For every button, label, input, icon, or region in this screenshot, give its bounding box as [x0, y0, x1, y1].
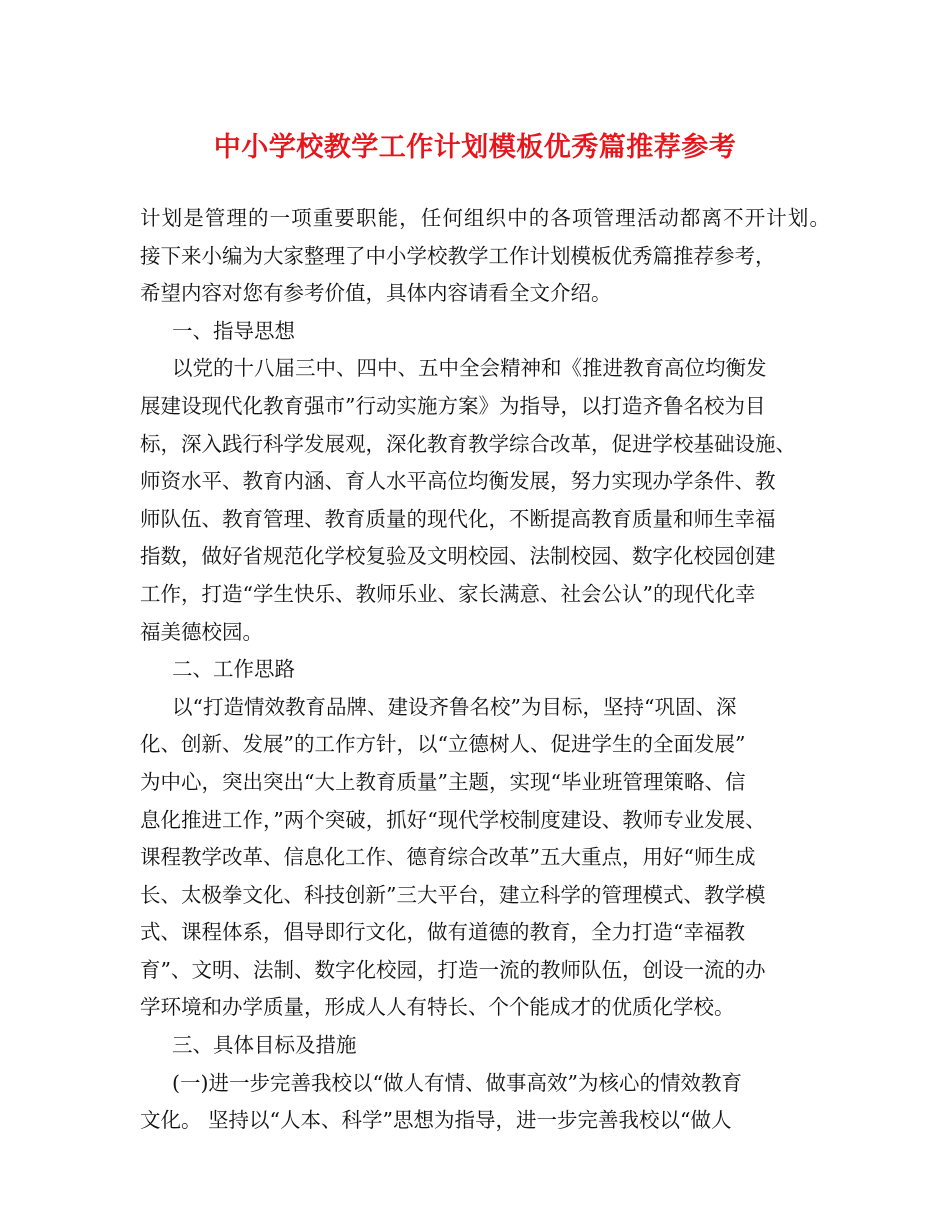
paragraph-line: 以“打造情效教育品牌、建设齐鲁名校”为目标，坚持“巩固、深 — [172, 694, 737, 719]
paragraph-line: 标，深入践行科学发展观，深化教育教学综合改革，促进学校基础设施、 — [140, 431, 796, 456]
paragraph-line: (一)进一步完善我校以“做人有情、做事高效”为核心的情效教育 — [172, 1070, 742, 1095]
paragraph-line: 接下来小编为大家整理了中小学校教学工作计划模板优秀篇推荐参考， — [140, 243, 776, 268]
paragraph-line: 为中心，突出突出“大上教育质量”主题，实现“毕业班管理策略、信 — [140, 769, 746, 794]
paragraph-line: 式、课程体系，倡导即行文化，做有道德的教育，全力打造“幸福教 — [140, 920, 745, 945]
paragraph-line: 课程教学改革、信息化工作、德育综合改革”五大重点，用好“师生成 — [140, 845, 756, 870]
paragraph-line: 长、太极拳文化、科技创新”三大平台，建立科学的管理模式、教学模 — [140, 882, 766, 907]
document-body — [140, 200, 830, 1140]
document-title: 中小学校教学工作计划模板优秀篇推荐参考 — [213, 132, 737, 163]
paragraph-line: 工作，打造“学生快乐、教师乐业、家长满意、社会公认”的现代化幸 — [140, 581, 756, 606]
paragraph-line: 计划是管理的一项重要职能，任何组织中的各项管理活动都离不开计划。 — [140, 206, 830, 230]
section-heading: 一、指导思想 — [172, 318, 295, 343]
paragraph-line: 学环境和办学质量，形成人人有特长、个个能成才的优质化学校。 — [140, 995, 735, 1020]
paragraph-line: 展建设现代化教育强市”行动实施方案》为指导，以打造齐鲁名校为目 — [140, 393, 766, 418]
paragraph-line: 福美德校园。 — [140, 619, 263, 644]
paragraph-line: 指数，做好省规范化学校复验及文明校园、法制校园、数字化校园创建 — [140, 544, 776, 569]
paragraph-line: 师队伍、教育管理、教育质量的现代化，不断提高教育质量和师生幸福 — [140, 506, 776, 531]
paragraph-line: 化、创新、发展”的工作方针，以“立德树人、促进学生的全面发展” — [140, 732, 746, 757]
paragraph-line: 育”、文明、法制、数字化校园，打造一流的教师队伍，创设一流的办 — [140, 957, 766, 982]
paragraph-line: 息化推进工作，”两个突破，抓好“现代学校制度建设、教师专业发展、 — [140, 807, 766, 832]
paragraph-line: 文化。 坚持以“人本、科学”思想为指导，进一步完善我校以“做人 — [140, 1108, 732, 1133]
section-heading: 三、具体目标及措施 — [172, 1033, 357, 1058]
paragraph-line: 希望内容对您有参考价值，具体内容请看全文介绍。 — [140, 281, 612, 306]
paragraph-line: 以党的十八届三中、四中、五中全会精神和《推进教育高位均衡发 — [172, 356, 767, 381]
section-heading: 二、工作思路 — [172, 657, 295, 682]
paragraph-line: 师资水平、教育内涵、育人水平高位均衡发展，努力实现办学条件、教 — [140, 469, 776, 494]
